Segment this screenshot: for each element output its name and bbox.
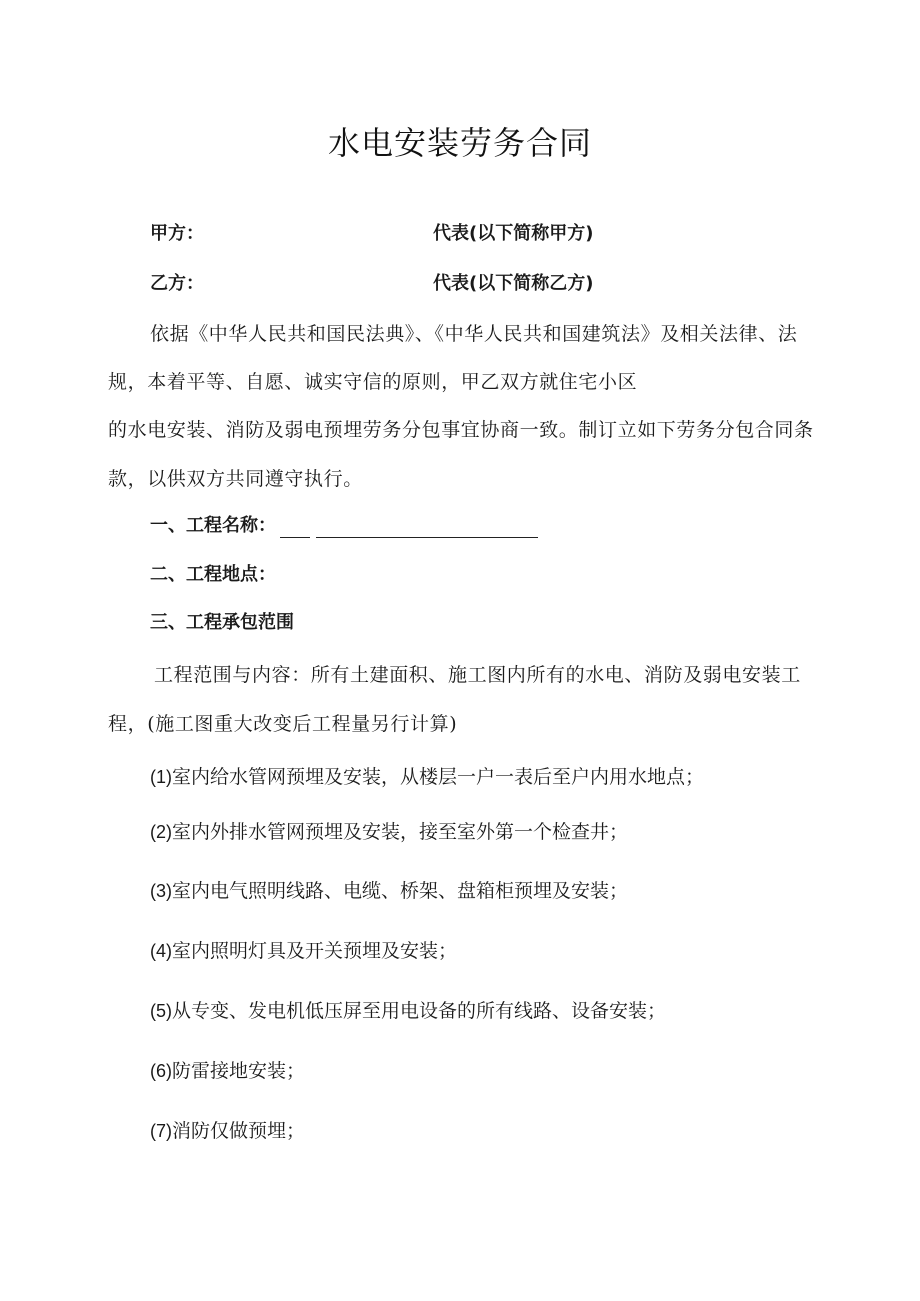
project-name-blank-long [316,519,538,538]
scope-item-text: 从专变、发电机低压屏至用电设备的所有线路、设备安装； [172,1000,667,1022]
scope-line-2: 程，(施工图重大改变后工程量另行计算) [108,713,458,735]
party-b-representative: 代表(以下简称乙方) [433,273,594,294]
intro-line-1: 依据《中华人民共和国民法典》、《中华人民共和国建筑法》及相关法律、法 [150,323,798,345]
intro-line-2: 规，本着平等、自愿、诚实守信的原则，甲乙双方就住宅小区 [108,371,638,393]
scope-item [150,762,704,789]
scope-item-number: (2) [150,822,172,842]
scope-item [150,996,666,1023]
scope-item-number: (7) [150,1121,172,1141]
scope-item-text: 室内电气照明线路、电缆、桥架、盘箱柜预埋及安装； [172,880,629,902]
intro-line-4: 款，以供双方共同遵守执行。 [108,468,363,490]
scope-item [150,1056,305,1083]
party-b-label: 乙方： [150,273,204,294]
scope-item [150,936,457,963]
party-a-label: 甲方： [150,223,204,244]
section-project-name-label: 一、工程名称： [150,515,276,536]
scope-item-text: 室内照明灯具及开关预埋及安装； [172,940,458,962]
scope-item-number: (6) [150,1061,172,1081]
scope-line-1: 工程范围与内容：所有土建面积、施工图内所有的水电、消防及弱电安装工 [154,664,801,686]
party-a-representative: 代表(以下简称甲方) [433,223,594,244]
scope-item [150,817,628,844]
section-project-scope: 三、工程承包范围 [150,612,294,633]
section-project-location: 二、工程地点： [150,564,276,585]
scope-item-text: 室内外排水管网预埋及安装，接至室外第一个检查井； [172,821,629,843]
scope-item-number: (3) [150,881,172,901]
intro-line-3: 的水电安装、消防及弱电预埋劳务分包事宜协商一致。制订立如下劳务分包合同条 [108,419,814,441]
scope-item [150,1116,305,1143]
scope-item-number: (4) [150,941,172,961]
section-project-name [150,514,538,538]
scope-item-text: 室内给水管网预埋及安装，从楼层一户一表后至户内用水地点； [172,766,705,788]
scope-item-number: (5) [150,1001,172,1021]
scope-item-text: 防雷接地安装； [172,1060,306,1082]
project-name-blank-short [280,519,310,538]
scope-item [150,876,628,903]
scope-item-text: 消防仅做预埋； [172,1120,306,1142]
scope-item-number: (1) [150,767,172,787]
document-title: 水电安装劳务合同 [327,124,592,162]
